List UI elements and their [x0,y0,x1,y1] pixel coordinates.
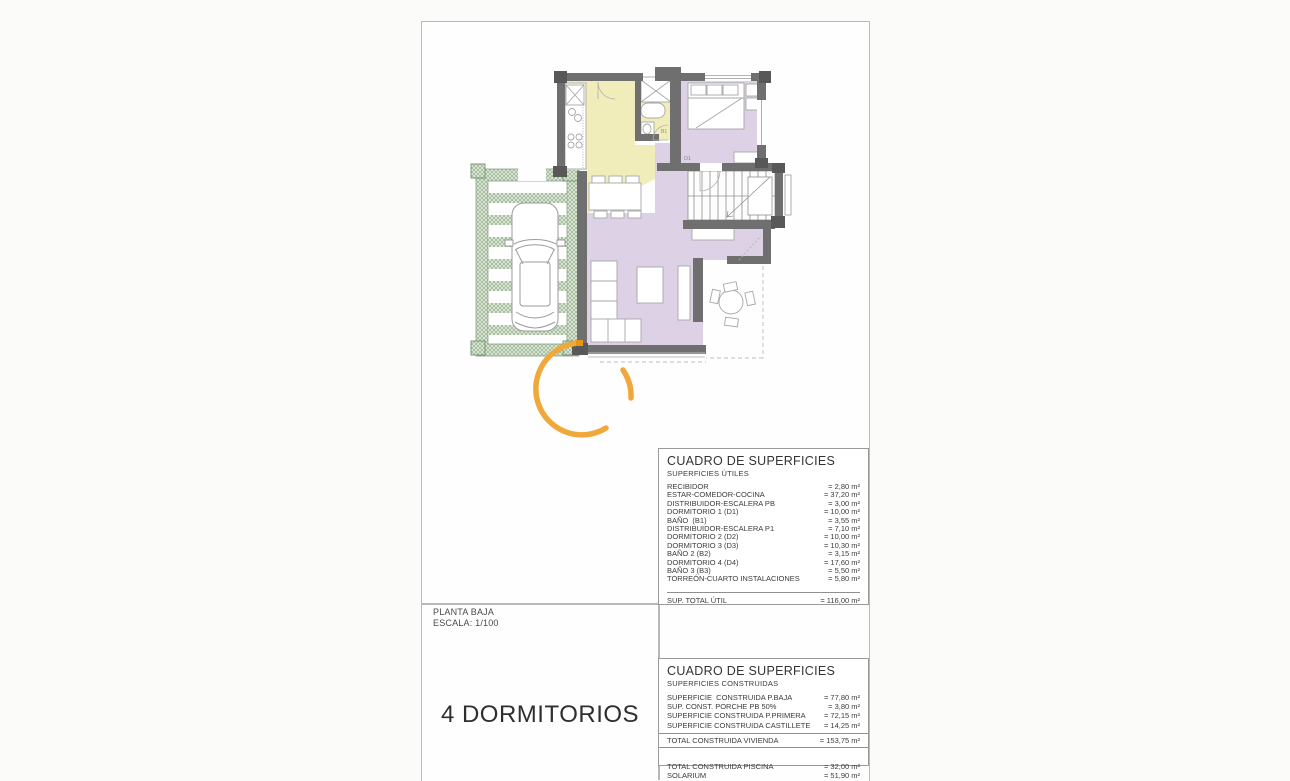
room-label-d1: D1 [684,156,692,162]
row-value: = 51,90 m² [823,771,860,781]
table-rows [659,693,868,730]
table-rows [659,483,868,584]
row-label: DORMITORIO 4 (D4) [667,557,739,567]
row-label: ESTAR-COMEDOR-COCINA [667,490,765,500]
surface-table-construidas [658,658,869,781]
row-label: DORMITORIO 1 (D1) [667,507,739,517]
table-extra-rows [659,762,868,780]
table-subtitle: SUPERFICIES CONSTRUIDAS [667,679,779,688]
row-label: BAÑO 3 (B3) [667,566,711,576]
room-label-b1: B1 [661,129,668,135]
row-value: = 10,00 m² [823,532,860,542]
dining-set [589,176,641,218]
row-label: DISTRIBUIDOR-ESCALERA P1 [667,524,775,534]
row-value: = 10,00 m² [823,507,860,517]
car [505,203,565,331]
row-value: = 77,80 m² [823,693,860,702]
kitchen-counter [565,83,586,169]
plan-scale: ESCALA: 1/100 [433,618,499,628]
row-label: SOLARIUM [667,771,707,781]
row-value: = 5,50 m² [828,566,860,576]
row-label: BAÑO (B1) [667,515,707,525]
row-value: = 32,00 m² [823,761,860,771]
row-value: = 3,00 m² [828,498,860,508]
staircase [688,171,775,220]
row-value: = 37,20 m² [823,490,860,500]
sink-bowl [569,109,576,116]
row-label: DISTRIBUIDOR-ESCALERA PB [667,498,775,508]
row-label: SUPERFICIE CONSTRUIDA CASTILLETE [667,720,811,730]
row-value: = 2,80 m² [828,482,860,491]
row-label: BAÑO 2 (B2) [667,549,711,559]
table-total-row [667,592,860,605]
row-value: = 17,60 m² [823,557,860,567]
row-label: TORREÓN-CUARTO INSTALACIONES [667,574,800,584]
total-value: = 116,00 m² [820,595,860,605]
row-label: TOTAL CONSTRUIDA PISCINA [667,761,774,771]
row-label: SUP. CONST. PORCHE PB 50% [667,702,777,712]
dining-table [589,183,641,210]
row-value: = 10,30 m² [823,540,860,550]
table-row [667,721,860,730]
row-value: = 3,15 m² [828,549,860,559]
plan-title-block [433,607,499,629]
table-row [667,693,860,702]
titleblock-divider-line [421,603,659,605]
table-title: CUADRO DE SUPERFICIES [667,454,836,468]
table-row [667,762,860,771]
table-row [667,575,860,583]
total-label: SUP. TOTAL ÚTIL [667,595,728,605]
terrace-table-set [710,282,756,327]
table-subtitle: SUPERFICIES ÚTILES [667,469,749,478]
row-label: RECIBIDOR [667,482,709,491]
coffee-table [637,267,663,303]
floor-plan [440,40,890,460]
row-label: SUPERFICIE CONSTRUIDA P.BAJA [667,693,793,702]
plan-title: PLANTA BAJA [433,607,495,617]
table-row [667,711,860,720]
row-value: = 14,25 m² [823,720,860,730]
row-label: DORMITORIO 2 (D2) [667,532,739,542]
table-row [667,771,860,780]
total-value: = 153,75 m² [819,735,860,745]
table-row [667,702,860,711]
total-label: TOTAL CONSTRUIDA VIVIENDA [667,735,779,745]
row-value: = 72,15 m² [823,711,860,721]
bedrooms-label: 4 DORMITORIOS [440,701,640,728]
row-value: = 5,80 m² [828,574,860,584]
tv-unit [678,266,690,320]
row-label: DORMITORIO 3 (D3) [667,540,739,550]
surface-table-utiles [658,448,869,605]
table-total-row [659,733,868,748]
table-title: CUADRO DE SUPERFICIES [667,664,836,678]
row-value: = 3,55 m² [828,515,860,525]
sink-bowl [575,115,582,122]
row-value: = 3,80 m² [828,702,860,712]
row-value: = 7,10 m² [828,524,860,534]
row-label: SUPERFICIE CONSTRUIDA P.PRIMERA [667,711,806,721]
